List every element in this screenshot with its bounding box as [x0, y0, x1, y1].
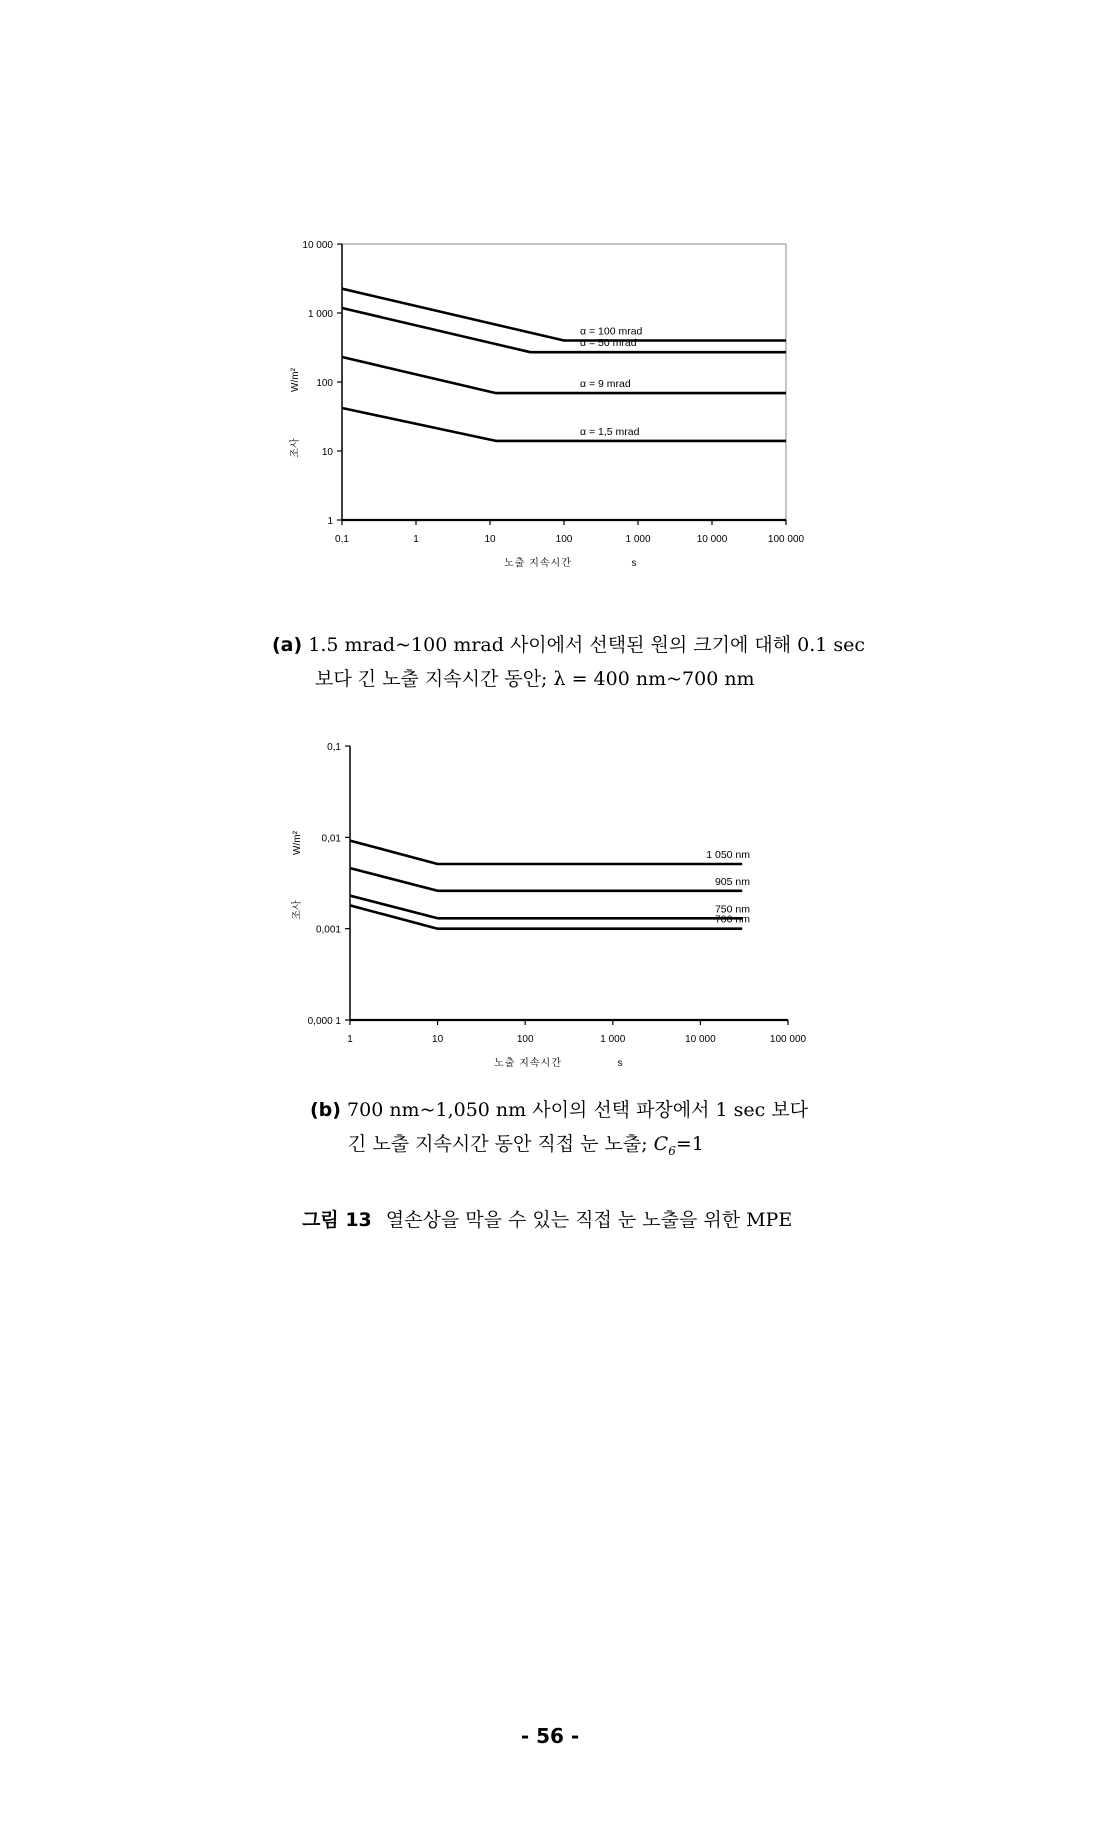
undefined-y-unit-label: W/m²: [290, 368, 301, 392]
chart-a-svg: [0, 230, 1100, 590]
undefined-y-tick-label: 1: [327, 516, 333, 527]
undefined-y-tick-label: 0,001: [315, 924, 341, 936]
undefined-x-tick-label: 10 000: [696, 534, 728, 545]
undefined-x-tick-label: 0,1: [335, 534, 349, 545]
undefined-y-tick-label: 10 000: [302, 240, 333, 251]
c-letter: C: [653, 1133, 669, 1155]
undefined-x-axis-label: 노출 지속시간: [504, 558, 572, 569]
undefined-y-unit-label: W/m²: [292, 831, 303, 855]
undefined-series-line: [342, 408, 786, 441]
chart-b-svg: [0, 735, 1100, 1070]
caption-a-line1: 1.5 mrad~100 mrad 사이에서 선택된 원의 크기에 대해 0.1 sec: [308, 634, 865, 656]
chart-b: [0, 735, 1100, 1070]
undefined-x-unit-label: s: [617, 1058, 623, 1069]
undefined-series-label: 905 nm: [714, 875, 750, 888]
undefined-series-line: [342, 289, 786, 341]
undefined-y-tick-label: 0,1: [327, 742, 341, 753]
undefined-x-tick-label: 1 000: [600, 1034, 626, 1045]
caption-a: [272, 628, 872, 696]
undefined-y-tick-label: 10: [321, 447, 333, 458]
undefined-series-label: α = 9 mrad: [580, 378, 631, 391]
page-number: - 56 -: [520, 1724, 580, 1748]
chart-a: [0, 230, 1100, 590]
c6-symbol: [653, 1133, 676, 1158]
undefined-x-tick-label: 10: [484, 534, 496, 545]
undefined-series-line: [342, 357, 786, 393]
undefined-x-unit-label: s: [631, 558, 637, 569]
c-subscript: 6: [668, 1143, 676, 1158]
undefined-plot-frame: [342, 244, 786, 520]
undefined-series-label: 1 050 nm: [706, 849, 750, 862]
undefined-series-line: [350, 841, 742, 864]
figure-label: 그림 13: [302, 1209, 372, 1231]
undefined-x-tick-label: 10: [432, 1034, 444, 1045]
undefined-y-tick-label: 1 000: [307, 309, 333, 320]
caption-b-line2: 긴 노출 지속시간 동안 직접 눈 노출;: [348, 1133, 648, 1155]
undefined-x-tick-label: 1 000: [625, 534, 651, 545]
undefined-x-tick-label: 1: [413, 534, 419, 545]
undefined-series-label: α = 50 mrad: [580, 337, 637, 350]
undefined-x-tick-label: 1: [347, 1034, 353, 1045]
caption-b-tag: (b): [310, 1099, 341, 1121]
caption-a-tag: (a): [272, 634, 303, 656]
undefined-y-axis-label: 조사: [292, 900, 303, 920]
undefined-series-label: 700 nm: [714, 913, 750, 926]
undefined-series-line: [350, 896, 742, 919]
undefined-series-line: [350, 868, 742, 891]
undefined-y-axis-label: 조사: [290, 438, 301, 458]
caption-a-line2: 보다 긴 노출 지속시간 동안; λ = 400 nm~700 nm: [315, 668, 755, 690]
figure-title: [302, 1205, 792, 1232]
caption-b: [310, 1093, 870, 1168]
undefined-x-tick-label: 100 000: [767, 534, 805, 545]
caption-b-line1: 700 nm~1,050 nm 사이의 선택 파장에서 1 sec 보다: [347, 1099, 809, 1121]
undefined-series-label: α = 1,5 mrad: [580, 425, 640, 438]
undefined-y-tick-label: 100: [316, 378, 333, 389]
c6-value: =1: [675, 1133, 704, 1155]
undefined-x-tick-label: 100: [555, 534, 573, 545]
undefined-y-tick-label: 0,01: [321, 833, 341, 845]
undefined-series-label: α = 100 mrad: [580, 325, 643, 338]
figure-title-text: 열손상을 막을 수 있는 직접 눈 노출을 위한 MPE: [385, 1209, 793, 1231]
undefined-x-axis-label: 노출 지속시간: [494, 1058, 562, 1069]
undefined-x-tick-label: 100: [516, 1034, 534, 1045]
undefined-x-tick-label: 100 000: [769, 1034, 807, 1045]
undefined-series-label: 750 nm: [714, 903, 750, 916]
undefined-x-tick-label: 10 000: [685, 1034, 716, 1045]
undefined-series-line: [342, 308, 786, 352]
undefined-y-tick-label: 0,000 1: [307, 1016, 341, 1027]
